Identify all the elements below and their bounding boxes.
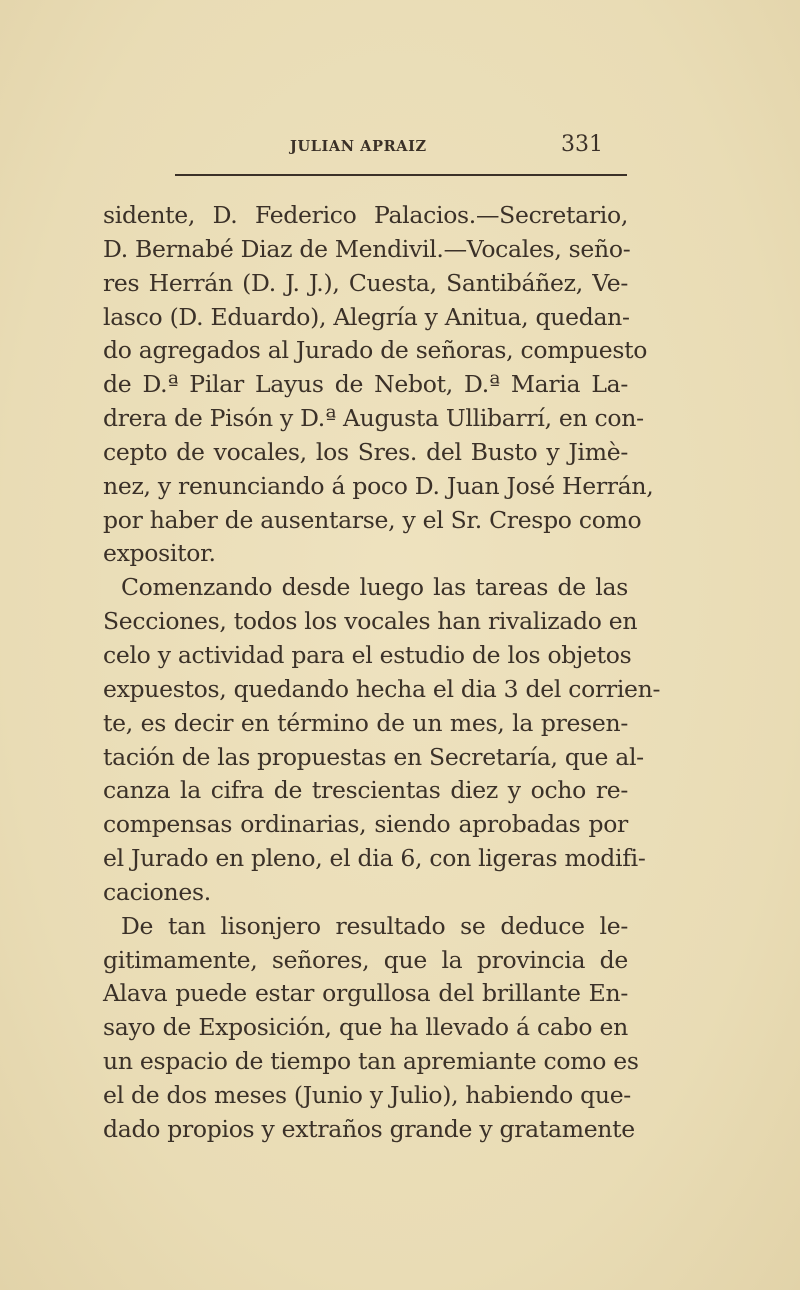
header-rule xyxy=(175,174,627,176)
text-line: gitimamente, señores, que la provincia de xyxy=(103,945,628,974)
text-line: de D.ª Pilar Layus de Nebot, D.ª Maria La- xyxy=(103,370,628,399)
text-line: te, es decir en término de un mes, la presen- xyxy=(103,708,628,737)
running-title: JULIAN APRAIZ xyxy=(290,138,427,155)
text-line: expuestos, quedando hecha el dia 3 del corrien- xyxy=(103,674,661,703)
text-line: por haber de ausentarse, y el Sr. Crespo como xyxy=(103,505,642,534)
text-line: sayo de Exposición, que ha llevado á cabo en xyxy=(103,1013,628,1042)
text-line: dado propios y extraños grande y gratamente xyxy=(103,1114,635,1143)
text-line: caciones. xyxy=(103,877,211,906)
text-line: lasco (D. Eduardo), Alegría y Anitua, quedan- xyxy=(103,302,630,331)
text-line: drera de Pisón y D.ª Augusta Ullibarrí, en con- xyxy=(103,404,644,433)
text-line: res Herrán (D. J. J.), Cuesta, Santibáñez, Ve- xyxy=(103,268,628,297)
body-text xyxy=(103,199,661,1147)
text-line: tación de las propuestas en Secretaría, que al- xyxy=(103,742,644,771)
page-header xyxy=(175,132,627,162)
page-number: 331 xyxy=(561,132,603,157)
text-line: canza la cifra de trescientas diez y ocho re- xyxy=(103,776,628,805)
text-line: Comenzando desde luego las tareas de las xyxy=(121,573,628,602)
text-line: compensas ordinarias, siendo aprobadas por xyxy=(103,810,628,839)
text-line: De tan lisonjero resultado se deduce le- xyxy=(121,911,628,940)
text-line: expositor. xyxy=(103,539,216,568)
text-line: el Jurado en pleno, el dia 6, con ligeras modifi- xyxy=(103,844,646,873)
text-line: do agregados al Jurado de señoras, compuesto xyxy=(103,336,648,365)
text-line: nez, y renunciando á poco D. Juan José Herrán, xyxy=(103,471,654,500)
text-line: D. Bernabé Diaz de Mendivil.—Vocales, seño- xyxy=(103,234,631,263)
text-line: Secciones, todos los vocales han rivalizado en xyxy=(103,607,638,636)
text-line: sidente, D. Federico Palacios.—Secretario, xyxy=(103,201,628,229)
text-line: el de dos meses (Junio y Julio), habiendo que- xyxy=(103,1080,631,1109)
text-line: un espacio de tiempo tan apremiante como es xyxy=(103,1047,639,1076)
text-line: celo y actividad para el estudio de los objetos xyxy=(103,640,632,669)
text-line: cepto de vocales, los Sres. del Busto y Jimè- xyxy=(103,437,628,466)
text-line: Alava puede estar orgullosa del brillante En- xyxy=(103,979,628,1008)
